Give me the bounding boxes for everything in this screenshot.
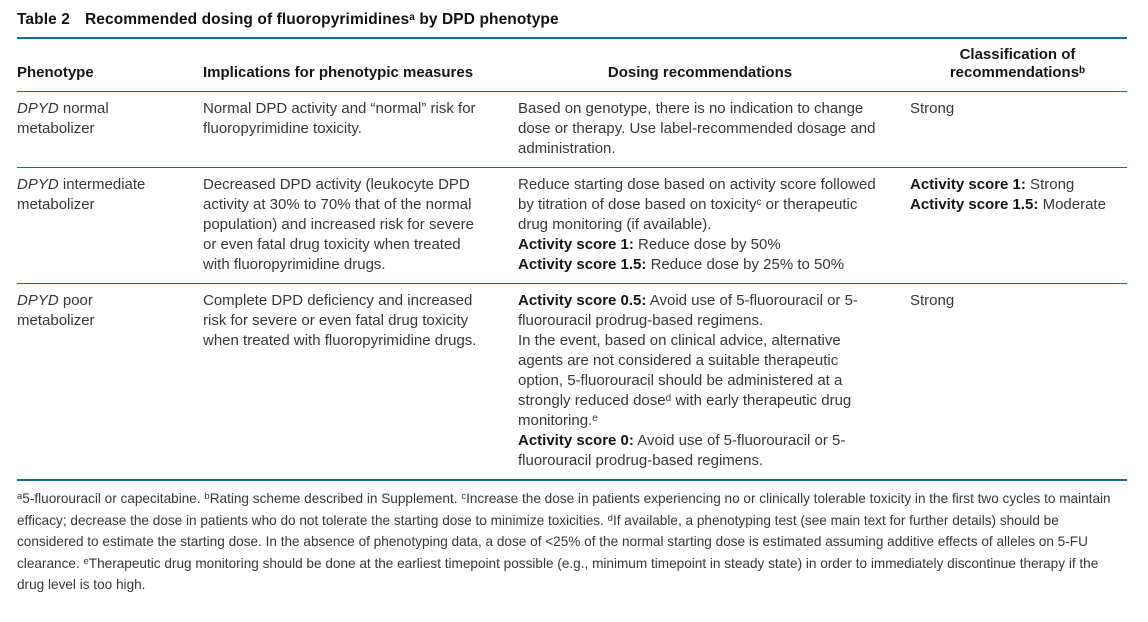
implications-cell: Decreased DPD activity (leukocyte DPD activity at 30% to 70% that of the normal population) and increased risk for severe or even fatal drug toxicity when treated with fluoropyrimidine drugs. bbox=[203, 176, 474, 273]
table-row-poor-metabolizer bbox=[17, 284, 1127, 481]
phenotype-cell: DPYD poor metabolizer bbox=[17, 292, 95, 329]
dosing-cell: Activity score 0.5: Avoid use of 5-fluorouracil or 5-fluorouracil prodrug-based regimens. In the event, based on clinical advice, alternative agents are not considered a suitable therapeutic option, 5-fluorouracil should be administered at a strongly reduced dose$^d$ with early therapeutic drug monitoring.$^e$ Activity score 0: Avoid use of 5-fluorouracil or 5-fluorouracil prodrug-based regimens. bbox=[518, 292, 858, 469]
classification-cell: Strong bbox=[910, 292, 955, 309]
classification-cell: Activity score 1: Strong Activity score 1.5: Moderate bbox=[910, 176, 1106, 213]
table-title bbox=[17, 8, 1127, 37]
classification-cell: Strong bbox=[910, 100, 955, 117]
dosing-cell: Based on genotype, there is no indication to change dose or therapy. Use label-recommended dosage and administration. bbox=[518, 100, 876, 157]
table-footnotes: $^a$5-fluorouracil or capecitabine. $^b$Rating scheme described in Supplement. $^c$Increase the dose in patients experiencing no or clinically tolerable toxicity in the first two cycles to maintain efficacy; decrease the dose in patients who do not tolerate the starting dose to minimize toxicities. $^d$If available, a phenotyping test (see main text for further details) should be considered to estimate the starting dose. In the absence of phenotyping data, a dose of <25% of the normal starting dose is estimated assuming additive effects of alleles on 5-FU clearance. $^e$Therapeutic drug monitoring should be done at the earliest timepoint possible (e.g., minimum timepoint in steady state) in order to immediately discontinue therapy if the drug level is too high. bbox=[17, 491, 1111, 592]
column-header-classification: Classification of recommendations$^b$ bbox=[949, 46, 1086, 81]
column-header-dosing: Dosing recommendations bbox=[607, 64, 793, 81]
table-row-normal-metabolizer bbox=[17, 92, 1127, 168]
table-number: Table 2 bbox=[17, 11, 70, 28]
implications-cell: Complete DPD deficiency and increased risk for severe or even fatal drug toxicity when treated with fluoropyrimidine drugs. bbox=[203, 292, 477, 349]
dosing-cell: Reduce starting dose based on activity score followed by titration of dose based on toxicity$^c$ or therapeutic drug monitoring (if available). Activity score 1: Reduce dose by 50% Activity score 1.5: Reduce dose by 25% to 50% bbox=[518, 176, 876, 273]
table-header-row bbox=[17, 39, 1127, 92]
table-row-intermediate-metabolizer bbox=[17, 168, 1127, 284]
table-heading: Recommended dosing of fluoropyrimidines$^a$ by DPD phenotype bbox=[84, 11, 559, 28]
phenotype-cell: DPYD normal metabolizer bbox=[17, 100, 109, 137]
column-header-implications: Implications for phenotypic measures bbox=[203, 64, 474, 81]
implications-cell: Normal DPD activity and “normal” risk for fluoropyrimidine toxicity. bbox=[203, 100, 476, 137]
phenotype-cell: DPYD intermediate metabolizer bbox=[17, 176, 146, 213]
column-header-phenotype: Phenotype bbox=[17, 64, 94, 81]
